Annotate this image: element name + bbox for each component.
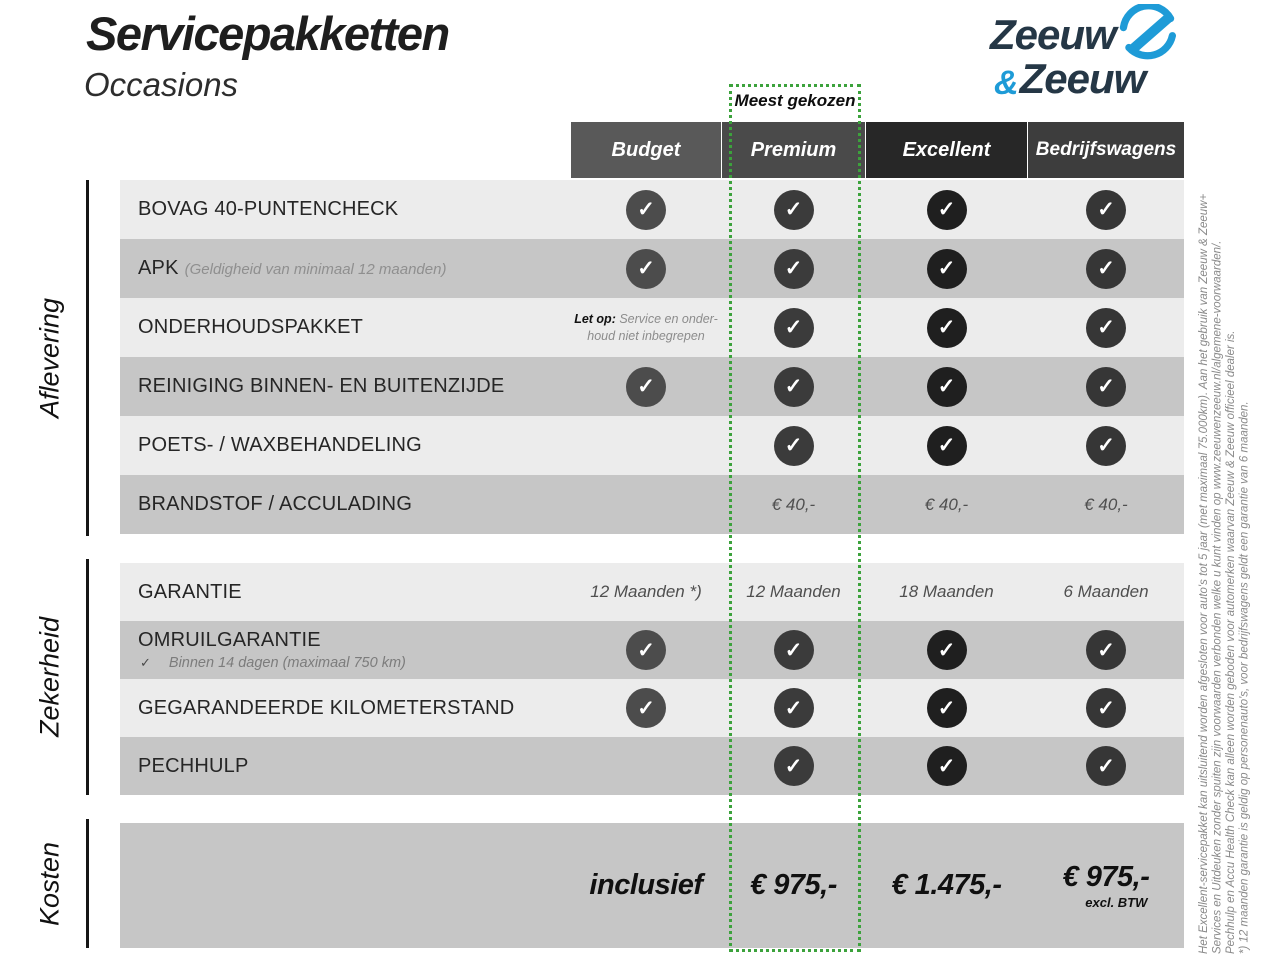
row-label-text: APK (Geldigheid van minimaal 12 maanden) <box>138 257 447 279</box>
kosten-value: inclusief <box>589 869 703 901</box>
logo-word-zeeuw-1: Zeeuw <box>990 11 1116 58</box>
cell-value: 6 Maanden <box>1063 582 1149 601</box>
page-title: Servicepakketten <box>86 7 449 60</box>
table-row <box>120 239 1184 298</box>
check-icon: ✓ <box>927 426 967 466</box>
cell-bedrijfswagens <box>1028 563 1184 621</box>
logo-ampersand: & <box>994 64 1018 102</box>
check-icon: ✓ <box>626 630 666 670</box>
check-icon: ✓ <box>1086 249 1126 289</box>
check-icon: ✓ <box>1086 746 1126 786</box>
row-sublabel: (Geldigheid van minimaal 12 maanden) <box>184 261 447 278</box>
cell-budget <box>571 737 721 795</box>
cell-bedrijfswagens <box>1028 357 1184 416</box>
cell-premium <box>722 239 865 298</box>
cell-excellent <box>866 239 1027 298</box>
cell-bedrijfswagens <box>1028 239 1184 298</box>
check-icon: ✓ <box>626 249 666 289</box>
legal-line: Het Excellent-servicepakket kan uitsluitend worden afgesloten voor auto's tot 5 jaar (met maximaal 75.000km). Aan het gebruik van Zeeuw & Zeeuw+ <box>1198 193 1210 954</box>
section-line-zekerheid <box>86 559 89 795</box>
check-icon: ✓ <box>774 746 814 786</box>
check-icon: ✓ <box>626 367 666 407</box>
cell-excellent <box>866 180 1027 239</box>
cell-premium <box>722 416 865 475</box>
cell-budget <box>571 357 721 416</box>
row-label <box>138 298 363 357</box>
cell-premium <box>722 180 865 239</box>
most-chosen-badge: Meest gekozen <box>734 91 856 110</box>
kosten-note: excl. BTW <box>1085 895 1148 910</box>
cell-bedrijfswagens <box>1028 298 1184 357</box>
kosten-cell-excellent <box>866 823 1027 948</box>
check-icon: ✓ <box>774 426 814 466</box>
table-row <box>120 621 1184 679</box>
cell-premium <box>722 737 865 795</box>
table-row <box>120 563 1184 621</box>
legal-line: Pechhulp en Accu Health Check kan alleen worden geboden voor automerken waarvan Zeeuw & Zeeuw officieel dealer is. <box>1225 330 1237 954</box>
check-icon: ✓ <box>774 688 814 728</box>
cell-bedrijfswagens <box>1028 679 1184 737</box>
check-icon: ✓ <box>1086 190 1126 230</box>
cell-bedrijfswagens <box>1028 180 1184 239</box>
cell-premium <box>722 357 865 416</box>
row-subline <box>138 655 406 671</box>
row-label-text: POETS- / WAXBEHANDELING <box>138 434 422 456</box>
cell-excellent <box>866 298 1027 357</box>
cell-premium <box>722 621 865 679</box>
cell-excellent <box>866 475 1027 534</box>
section-label-zekerheid: Zekerheid <box>34 616 65 738</box>
check-icon: ✓ <box>1086 688 1126 728</box>
table-row <box>120 298 1184 357</box>
check-icon: ✓ <box>1086 426 1126 466</box>
section-label-aflevering: Aflevering <box>34 297 65 419</box>
column-header-excellent: Excellent <box>866 122 1027 178</box>
section-aflevering-rows <box>120 180 1184 534</box>
cell-bedrijfswagens <box>1028 737 1184 795</box>
check-icon: ✓ <box>927 630 967 670</box>
check-icon: ✓ <box>626 688 666 728</box>
check-icon: ✓ <box>1086 630 1126 670</box>
cell-excellent <box>866 416 1027 475</box>
row-label <box>138 357 504 416</box>
check-icon: ✓ <box>927 688 967 728</box>
row-label <box>138 737 249 795</box>
cell-excellent <box>866 621 1027 679</box>
row-label <box>138 239 446 298</box>
row-label-text: BRANDSTOF / ACCULADING <box>138 493 413 515</box>
check-icon: ✓ <box>774 249 814 289</box>
cell-value: 18 Maanden <box>899 582 994 601</box>
kosten-value: € 975,- <box>1062 861 1150 893</box>
cell-premium <box>722 563 865 621</box>
table-row <box>120 475 1184 534</box>
kosten-value: € 975,- <box>750 869 837 901</box>
check-icon: ✓ <box>1086 308 1126 348</box>
check-icon: ✓ <box>774 367 814 407</box>
kosten-cell-bedrijfswagens <box>1028 823 1184 948</box>
column-header-bedrijfswagens: Bedrijfswagens <box>1028 122 1184 178</box>
table-row <box>120 737 1184 795</box>
cell-budget <box>571 621 721 679</box>
cell-budget <box>571 180 721 239</box>
kosten-cell-premium <box>722 823 865 948</box>
cell-budget <box>571 679 721 737</box>
legal-line: Services en Uitdeuken zonder spuiten zijn voorwaarden verbonden welke u kunt vinden op www.zeeuwenzeeuw.nl/algemene-voorwaarden/. <box>1211 240 1224 954</box>
cell-budget <box>571 239 721 298</box>
section-line-aflevering <box>86 180 89 536</box>
cell-excellent <box>866 563 1027 621</box>
small-check-icon: ✓ <box>140 655 151 670</box>
row-label <box>138 416 422 475</box>
legal-line: *) 12 maanden garantie is geldig op personenauto's, voor bedrijfswagens geldt een garantie van 6 maanden. <box>1238 401 1251 954</box>
check-icon: ✓ <box>626 190 666 230</box>
cell-bedrijfswagens <box>1028 416 1184 475</box>
row-label-text: ONDERHOUDSPAKKET <box>138 316 364 338</box>
legal-disclaimer <box>1198 96 1254 954</box>
row-label <box>138 679 514 737</box>
cell-value: € 40,- <box>1084 494 1128 514</box>
page-subtitle: Occasions <box>84 66 239 103</box>
check-icon: ✓ <box>1086 367 1126 407</box>
table-row <box>120 180 1184 239</box>
kosten-value-stack <box>1063 861 1150 910</box>
row-label-text: REINIGING BINNEN- EN BUITENZIJDE <box>138 375 505 397</box>
table-row <box>120 679 1184 737</box>
cell-bedrijfswagens <box>1028 475 1184 534</box>
cell-value: € 40,- <box>924 494 969 514</box>
kosten-cell-budget <box>571 823 721 948</box>
cell-note: Let op: Service en onder- houd niet inbegrepen <box>574 311 718 343</box>
logo-word-zeeuw-2: Zeeuw <box>1019 55 1146 102</box>
cell-premium <box>722 679 865 737</box>
check-icon: ✓ <box>927 308 967 348</box>
check-icon: ✓ <box>927 746 967 786</box>
check-icon: ✓ <box>774 308 814 348</box>
table-row <box>120 416 1184 475</box>
row-label-text: PECHHULP <box>138 754 249 777</box>
cell-excellent <box>866 737 1027 795</box>
check-icon: ✓ <box>927 249 967 289</box>
row-label-text: GARANTIE <box>138 580 242 603</box>
check-icon: ✓ <box>774 630 814 670</box>
column-header-premium: Premium <box>722 122 865 178</box>
column-header-budget: Budget <box>571 122 721 178</box>
cell-value: 12 Maanden *) <box>590 582 702 601</box>
check-icon: ✓ <box>927 367 967 407</box>
cell-budget <box>571 475 721 534</box>
cell-bedrijfswagens <box>1028 621 1184 679</box>
row-label <box>138 475 412 534</box>
row-label-text: GEGARANDEERDE KILOMETERSTAND <box>138 696 515 719</box>
row-label <box>138 563 242 621</box>
row-label-text: OMRUILGARANTIE <box>138 629 321 651</box>
cell-budget <box>571 563 721 621</box>
row-subline-text: Binnen 14 dagen (maximaal 750 km) <box>168 655 406 671</box>
section-zekerheid-rows <box>120 563 1184 795</box>
row-label <box>138 621 406 679</box>
cell-value: 12 Maanden <box>746 582 841 601</box>
kosten-row <box>120 823 1184 948</box>
table-row <box>120 357 1184 416</box>
cell-value: € 40,- <box>771 494 816 514</box>
row-label <box>138 180 398 239</box>
cell-note-bold: Let op: <box>574 311 616 326</box>
check-icon: ✓ <box>774 190 814 230</box>
cell-premium <box>722 475 865 534</box>
cell-budget <box>571 298 721 357</box>
service-packages-table <box>120 0 1184 960</box>
kosten-value: € 1.475,- <box>891 869 1002 901</box>
section-line-kosten <box>86 819 89 948</box>
cell-excellent <box>866 357 1027 416</box>
cell-premium <box>722 298 865 357</box>
cell-excellent <box>866 679 1027 737</box>
cell-budget <box>571 416 721 475</box>
check-icon: ✓ <box>927 190 967 230</box>
row-label-text: BOVAG 40-PUNTENCHECK <box>138 198 399 220</box>
section-label-kosten: Kosten <box>34 841 65 926</box>
